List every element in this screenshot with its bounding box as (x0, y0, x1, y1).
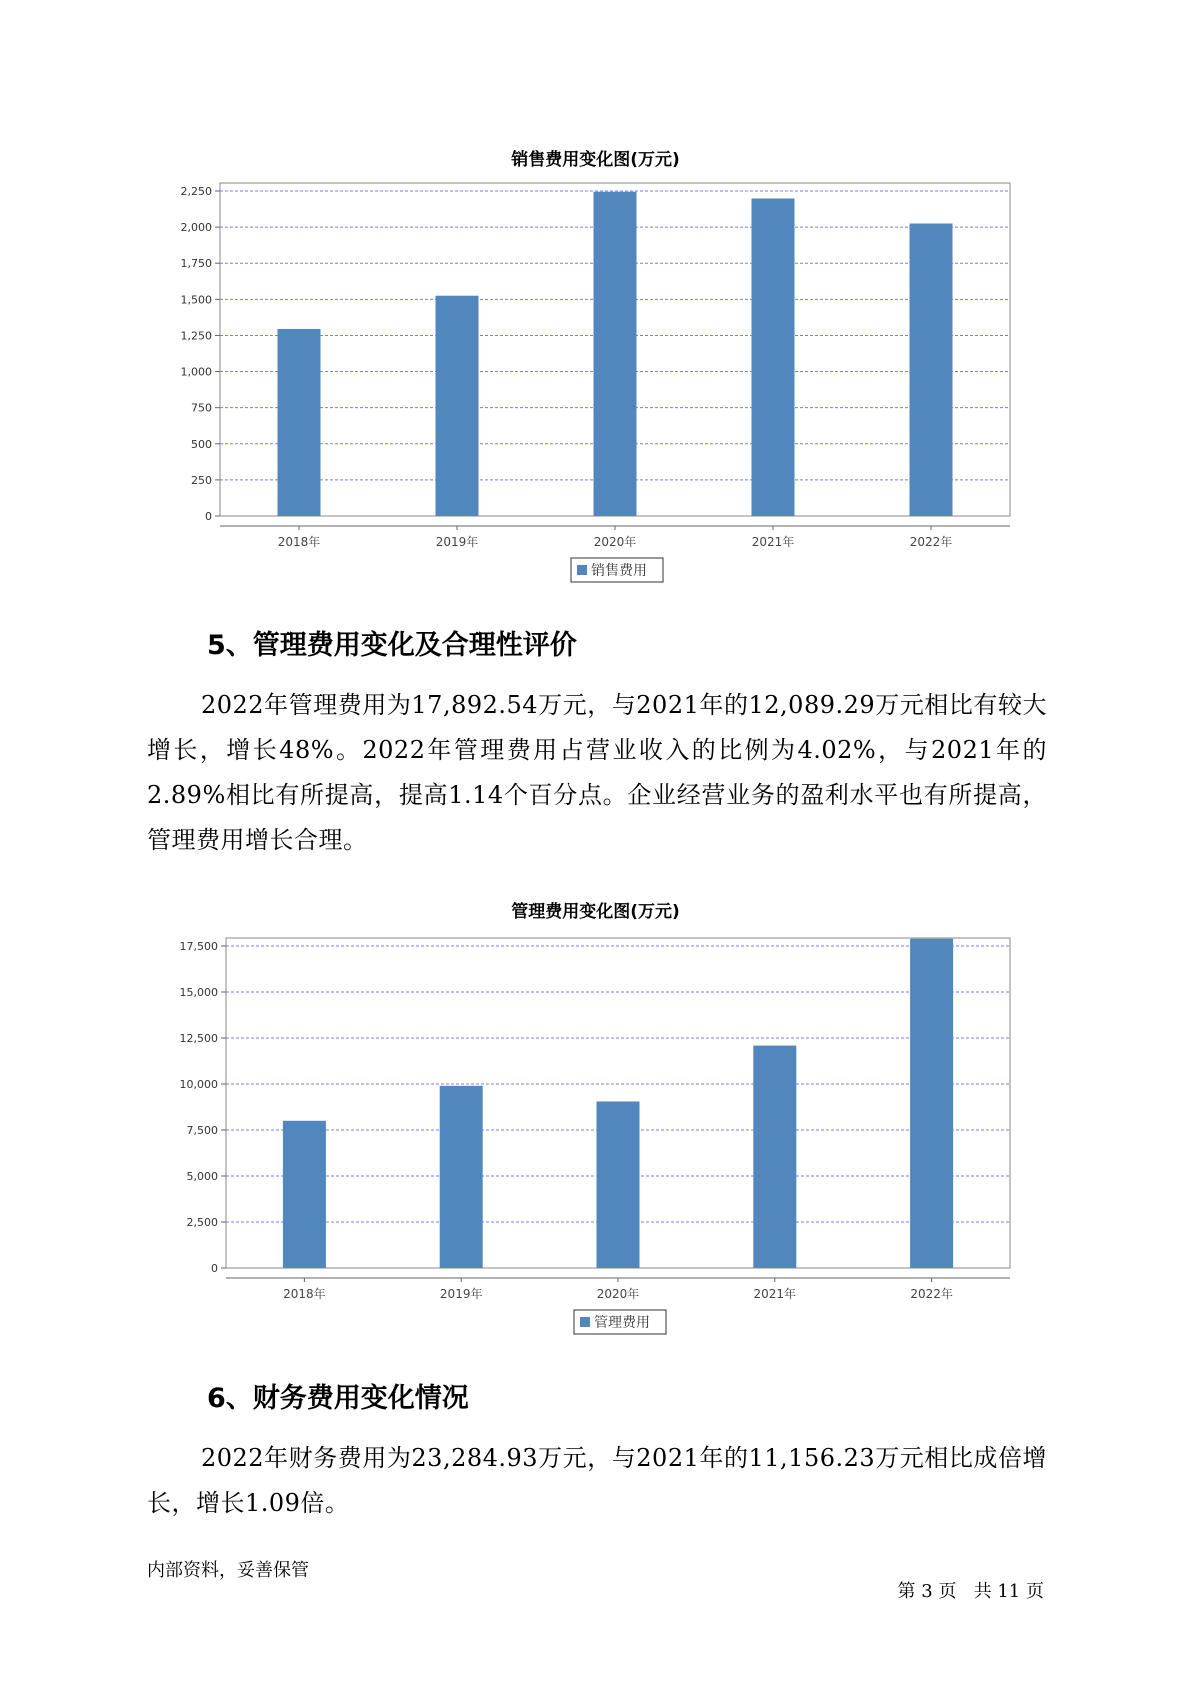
x-tick-label: 2019年 (435, 535, 479, 549)
page-num: 3 (921, 1581, 933, 1602)
y-tick-label: 17,500 (179, 940, 218, 953)
x-tick-label: 2018年 (277, 535, 321, 549)
chart2-title: 管理费用变化图(万元) (511, 902, 680, 922)
total-num: 11 (997, 1581, 1021, 1602)
y-tick-label: 1,000 (180, 365, 212, 379)
chart1-title: 销售费用变化图(万元) (511, 150, 680, 170)
legend (574, 1310, 666, 1334)
bar (283, 1121, 326, 1268)
y-tick-label: 7,500 (186, 1124, 218, 1137)
y-tick-label: 750 (191, 401, 212, 415)
y-tick-label: 2,500 (186, 1216, 218, 1229)
x-tick-label: 2022年 (909, 535, 953, 549)
legend-swatch (577, 565, 587, 575)
footer-page-number (886, 1556, 1044, 1603)
management-expense-chart (0, 930, 1191, 1360)
bar (440, 1086, 483, 1268)
y-tick-label: 2,000 (180, 221, 212, 235)
y-tick-label: 1,500 (180, 293, 212, 307)
bar (436, 296, 479, 516)
bar (597, 1101, 640, 1268)
x-tick-label: 2022年 (910, 1287, 953, 1301)
x-tick-label: 2018年 (283, 1287, 326, 1301)
sales-expense-chart (0, 175, 1191, 605)
y-tick-label: 12,500 (179, 1032, 218, 1045)
section6-paragraph: 2022年财务费用为23,284.93万元，与2021年的11,156.23万元相比成倍增长，增长1.09倍。 (147, 1444, 1047, 1517)
footer-confidential-note: 内部资料，妥善保管 (147, 1560, 309, 1581)
legend (571, 558, 663, 582)
y-tick-label: 500 (191, 437, 212, 451)
x-tick-label: 2019年 (439, 1287, 483, 1301)
x-tick-label: 2021年 (753, 1287, 797, 1301)
page-suffix: 页 (938, 1581, 957, 1602)
y-tick-label: 0 (205, 510, 212, 523)
bar (594, 192, 637, 516)
y-tick-label: 2,250 (180, 185, 212, 198)
x-tick-label: 2020年 (596, 1287, 640, 1301)
legend-label: 销售费用 (591, 563, 647, 579)
legend-swatch (580, 1317, 590, 1327)
y-tick-label: 5,000 (186, 1170, 218, 1183)
page-prefix: 第 (897, 1581, 916, 1602)
y-tick-label: 1,750 (180, 257, 212, 271)
x-tick-label: 2021年 (751, 535, 795, 549)
y-tick-label: 1,250 (180, 329, 212, 343)
bar (752, 199, 795, 516)
y-tick-label: 0 (211, 1262, 218, 1275)
total-prefix: 共 (973, 1581, 992, 1602)
total-suffix: 页 (1026, 1581, 1044, 1602)
bar (910, 939, 953, 1268)
y-tick-label: 15,000 (179, 986, 218, 999)
bar (753, 1046, 796, 1268)
bar (278, 329, 321, 516)
y-tick-label: 10,000 (179, 1078, 218, 1091)
x-tick-label: 2020年 (593, 535, 637, 549)
section6-heading: 6、财务费用变化情况 (207, 1383, 469, 1414)
legend-label: 管理费用 (594, 1315, 650, 1331)
y-tick-label: 250 (191, 473, 212, 487)
section5-heading: 5、管理费用变化及合理性评价 (207, 630, 577, 661)
section5-paragraph: 2022年管理费用为17,892.54万元，与2021年的12,089.29万元相比有较大增长，增长48%。2022年管理费用占营业收入的比例为4.02%，与2021年的2.89%相比有所提高，提高1.14个百分点。企业经营业务的盈利水平也有所提高，管理费用增长合理。 (147, 691, 1047, 854)
bar (910, 224, 953, 517)
